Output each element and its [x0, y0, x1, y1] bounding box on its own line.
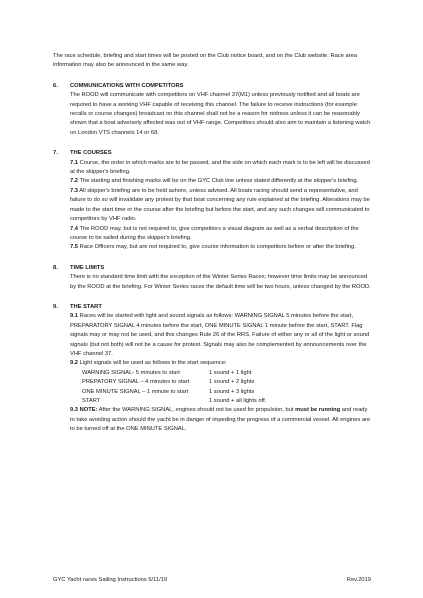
section-9-heading — [53, 303, 373, 312]
clause-text: and ready to take avoiding action should the yacht be in danger of impeding the progress of a commercial vessel. All engines are to be turned off at the ONE MINUTE SIGNAL. — [70, 407, 371, 433]
clause-number: 9.2 — [70, 360, 78, 367]
clause-number: 9.3 NOTE: — [70, 407, 98, 414]
intro-paragraph: The race schedule, briefing and start times will be posted on the Club notice board, and on the Club website. Race area information may also be announced in the same way. — [53, 53, 357, 69]
section-number: 9. — [53, 303, 58, 310]
signal-table — [82, 369, 266, 407]
clause-text: The ROOD may, but is not required to, give competitors a visual diagram as well as a verbal description of the course to be sailed during the skipper's briefing. — [70, 225, 359, 241]
clause-text: All skipper's briefing are to be held ashore, unless advised. All boats racing should send a representative, and failure to do so will invalidate any protest by that boat concerning any rule explained at the briefing. Alterations may be made to the start time or the course after the briefing but before the start, and any such changes will communicated to competitors by VHF radio. — [70, 187, 370, 223]
clause-text: Races will be started with light and sound signals as follows: WARNING SIGNAL 5 minutes before the start, PREPARATORY SIGNAL 4 minutes before the start, ONE MINUTE SIGNAL 1 minute before the start, START. Flag signals may or may not be used, and this changes Rule 26 of the RRS. Failure of either any or all of the light or sound signals (but not both) will not be a cause for protest. Signals may also be complemented by announcements over the VHF channel 37. — [70, 313, 370, 357]
clause-7-2 — [70, 177, 373, 186]
section-title: TIME LIMITS — [70, 264, 105, 271]
clause-7-4 — [70, 225, 373, 244]
signal-value: 1 sound + all lights off. — [209, 398, 267, 404]
footer-title: GYC Yacht races Sailing Instructions 6/11/19 — [53, 577, 168, 583]
clause-7-3 — [70, 187, 373, 225]
section-8-heading — [53, 264, 373, 273]
clause-9-2 — [70, 359, 373, 368]
clause-9-3 — [70, 406, 373, 434]
clause-number: 7.5 — [70, 244, 78, 251]
clause-number: 7.3 — [70, 187, 78, 194]
clause-number: 7.4 — [70, 225, 78, 232]
section-number: 8. — [53, 264, 58, 271]
section-7-heading — [53, 149, 373, 158]
clause-text: Course, the order in which marks are to be passed, and the side on which each mark is to be left will be discussed at the skipper's briefing. — [70, 159, 370, 176]
signal-name: ONE MINUTE SIGNAL – 1 minute to start — [82, 388, 189, 395]
signal-name: PREPATORY SIGNAL – 4 minutes to start — [82, 379, 190, 386]
clause-text: The starting and finishing marks will be on the GYC Club line unless stated differently at the skipper's briefing. — [78, 178, 359, 185]
table-row — [82, 378, 266, 387]
clause-7-1 — [70, 159, 373, 178]
signal-name: WARNING SIGNAL- 5 minutes to start — [82, 369, 180, 376]
clause-number: 7.2 — [70, 178, 78, 185]
table-row — [82, 397, 266, 406]
clause-7-5 — [70, 243, 373, 252]
table-row — [82, 388, 266, 397]
section-title: THE COURSES — [70, 150, 112, 157]
table-row — [82, 369, 266, 378]
page-footer — [53, 576, 371, 584]
section-title: THE START — [70, 303, 102, 310]
clause-emphasis: must be running — [295, 407, 341, 414]
clause-number: 9.1 — [70, 313, 78, 320]
signal-value: 1 sound + 3 lights — [209, 388, 255, 395]
document-body — [53, 52, 373, 435]
clause-text: Light signals will be used as follows in the start sequence: — [78, 360, 227, 367]
footer-revision: Rev.2019 — [346, 577, 371, 583]
section-8-body: There is no standard time limit with the exception of the Winter Series Races; however time limits may be announced by the ROOD at the briefing. For Winter Series races the default time will be two hours, unless changed by the ROOD. — [70, 274, 371, 290]
section-6-heading — [53, 82, 373, 91]
section-6-body: The ROOD will communicate with competitors on VHF channel 37(M1) unless previously notified and all boats are required to have a working VHF capable of receiving this channel. The failure to receive instructions (for example recalls or course changes) broadcast on this channel shall not be a reason for redress unless it can be reasonably shown that a boat adversely affected was out of VHF range. Competitors should also aim to maintain a listening watch on London VTS channels 14 or 68. — [70, 92, 371, 136]
signal-name: START — [82, 398, 101, 404]
signal-value: 1 sound + 1 light — [209, 369, 252, 376]
section-number: 6. — [53, 82, 58, 89]
clause-text: After the WARNING SIGNAL, engines should not be used for propulsion, but — [97, 407, 296, 414]
section-title: COMMUNICATIONS WITH COMPETITORS — [70, 82, 184, 89]
clause-9-1 — [70, 312, 373, 359]
signal-value: 1 sound + 2 lights — [209, 379, 255, 386]
section-number: 7. — [53, 150, 58, 157]
clause-text: Race Officers may, but are not required to, give course information to competitors before or after the briefing. — [78, 244, 356, 251]
clause-number: 7.1 — [70, 159, 78, 166]
